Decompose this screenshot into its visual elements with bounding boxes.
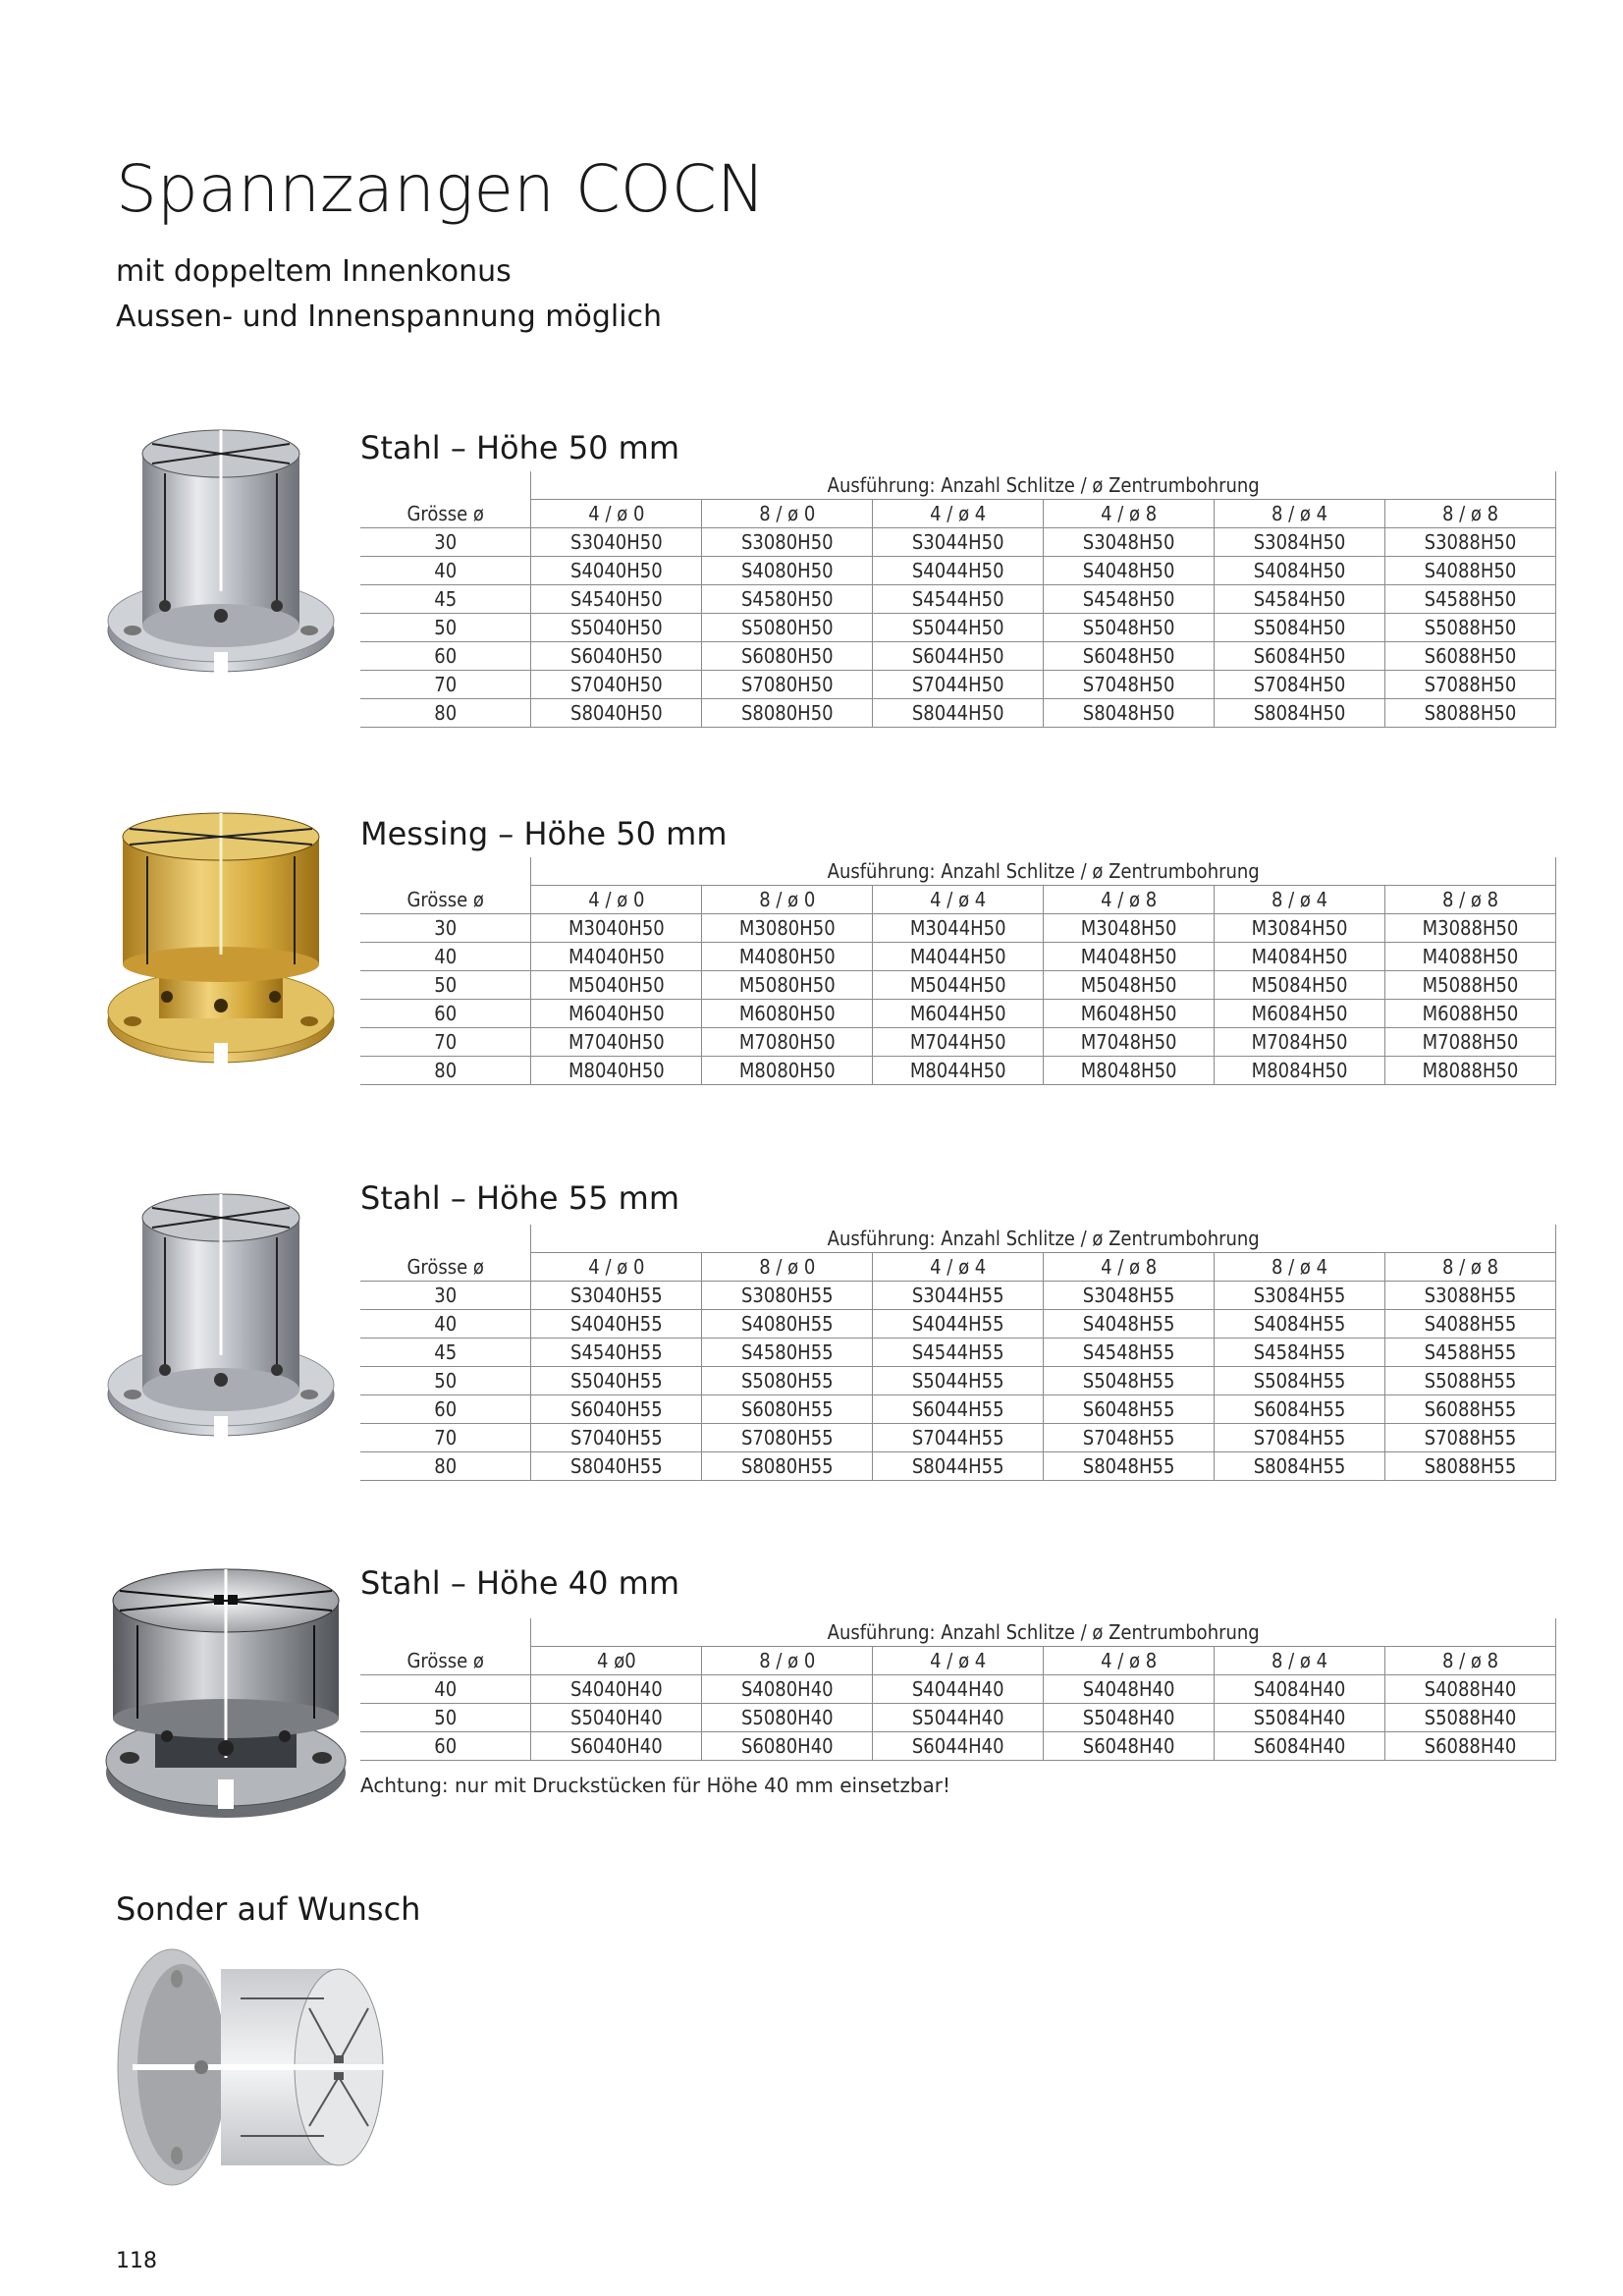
table-row — [360, 1367, 1556, 1395]
article-code-cell: S8040H55 — [531, 1452, 702, 1481]
article-code-cell: S6044H50 — [873, 642, 1044, 671]
group-header: Ausführung: Anzahl Schlitze / ø Zentrumbohrung — [531, 1225, 1556, 1253]
column-header: 8 / ø 0 — [702, 1253, 873, 1282]
article-code-cell: S4080H50 — [702, 557, 873, 585]
article-code-cell: S3048H55 — [1044, 1282, 1215, 1310]
group-header: Ausführung: Anzahl Schlitze / ø Zentrumbohrung — [531, 857, 1556, 886]
table-row — [360, 914, 1556, 943]
table-row — [360, 642, 1556, 671]
table-row — [360, 614, 1556, 642]
article-code-cell: S4544H50 — [873, 585, 1044, 614]
table-row — [360, 1424, 1556, 1452]
article-code-cell: M8040H50 — [531, 1057, 702, 1085]
column-header: 4 / ø 8 — [1044, 1647, 1215, 1675]
article-code-cell: S6040H40 — [531, 1732, 702, 1761]
size-cell: 40 — [360, 557, 531, 585]
article-code-cell: M4080H50 — [702, 943, 873, 971]
article-code-cell: S6048H50 — [1044, 642, 1215, 671]
table-row — [360, 971, 1556, 1000]
size-cell: 50 — [360, 614, 531, 642]
article-code-cell: M6080H50 — [702, 1000, 873, 1028]
size-cell: 50 — [360, 971, 531, 1000]
special-collet-image — [113, 1940, 388, 2205]
page-subtitle-1: mit doppeltem Innenkonus — [116, 254, 512, 289]
column-header: 8 / ø 4 — [1215, 1253, 1385, 1282]
steel-collet-50mm-image — [98, 424, 344, 680]
group-header: Ausführung: Anzahl Schlitze / ø Zentrumbohrung — [531, 471, 1556, 500]
size-cell: 60 — [360, 1732, 531, 1761]
column-header: 8 / ø 4 — [1215, 500, 1385, 528]
article-code-cell: S5048H55 — [1044, 1367, 1215, 1395]
column-header: 8 / ø 0 — [702, 886, 873, 914]
article-code-cell: S4040H40 — [531, 1675, 702, 1704]
article-code-cell: S4088H40 — [1385, 1675, 1556, 1704]
article-code-cell: S4584H55 — [1215, 1339, 1385, 1367]
article-code-cell: S7080H55 — [702, 1424, 873, 1452]
size-cell: 30 — [360, 528, 531, 557]
article-code-cell: M7088H50 — [1385, 1028, 1556, 1057]
article-code-cell: M3088H50 — [1385, 914, 1556, 943]
article-code-cell: S4548H50 — [1044, 585, 1215, 614]
article-code-cell: S7044H50 — [873, 671, 1044, 699]
size-cell: 70 — [360, 1028, 531, 1057]
article-code-cell: S7040H50 — [531, 671, 702, 699]
article-code-cell: S4088H50 — [1385, 557, 1556, 585]
section-title: Messing – Höhe 50 mm — [360, 815, 728, 852]
column-header: 8 / ø 0 — [702, 1647, 873, 1675]
article-code-cell: M6088H50 — [1385, 1000, 1556, 1028]
steel-collet-55mm-image — [98, 1188, 344, 1444]
article-code-cell: S5040H55 — [531, 1367, 702, 1395]
size-cell: 45 — [360, 585, 531, 614]
page-subtitle-2: Aussen- und Innenspannung möglich — [116, 300, 663, 334]
column-header: 8 / ø 8 — [1385, 1647, 1556, 1675]
spec-table-steel-50 — [360, 471, 1556, 728]
article-code-cell: S7080H50 — [702, 671, 873, 699]
table-row — [360, 528, 1556, 557]
article-code-cell: S6088H40 — [1385, 1732, 1556, 1761]
article-code-cell: M4088H50 — [1385, 943, 1556, 971]
article-code-cell: S5080H50 — [702, 614, 873, 642]
article-code-cell: S7048H50 — [1044, 671, 1215, 699]
article-code-cell: S4540H55 — [531, 1339, 702, 1367]
article-code-cell: M5044H50 — [873, 971, 1044, 1000]
article-code-cell: S4040H50 — [531, 557, 702, 585]
column-header: 4 / ø 4 — [873, 1647, 1044, 1675]
article-code-cell: M5048H50 — [1044, 971, 1215, 1000]
section-title: Stahl – Höhe 40 mm — [360, 1564, 679, 1602]
article-code-cell: S6088H55 — [1385, 1395, 1556, 1424]
article-code-cell: M8044H50 — [873, 1057, 1044, 1085]
article-code-cell: S7040H55 — [531, 1424, 702, 1452]
table-row — [360, 1732, 1556, 1761]
article-code-cell: S5044H55 — [873, 1367, 1044, 1395]
table-row — [360, 1675, 1556, 1704]
article-code-cell: S4048H50 — [1044, 557, 1215, 585]
article-code-cell: S3084H55 — [1215, 1282, 1385, 1310]
article-code-cell: S4084H50 — [1215, 557, 1385, 585]
article-code-cell: S6048H40 — [1044, 1732, 1215, 1761]
article-code-cell: S6084H40 — [1215, 1732, 1385, 1761]
article-code-cell: S3088H55 — [1385, 1282, 1556, 1310]
column-header: 4 ø0 — [531, 1647, 702, 1675]
article-code-cell: S4080H55 — [702, 1310, 873, 1339]
spec-table-brass-50 — [360, 857, 1556, 1085]
column-header: 4 / ø 0 — [531, 500, 702, 528]
article-code-cell: S6084H50 — [1215, 642, 1385, 671]
size-cell: 40 — [360, 1310, 531, 1339]
size-header: Grösse ø — [360, 1253, 531, 1282]
article-code-cell: S3040H55 — [531, 1282, 702, 1310]
article-code-cell: S6088H50 — [1385, 642, 1556, 671]
article-code-cell: S5044H40 — [873, 1704, 1044, 1732]
size-header: Grösse ø — [360, 500, 531, 528]
article-code-cell: M6044H50 — [873, 1000, 1044, 1028]
article-code-cell: S5044H50 — [873, 614, 1044, 642]
column-header: 8 / ø 0 — [702, 500, 873, 528]
article-code-cell: M4084H50 — [1215, 943, 1385, 971]
size-cell: 60 — [360, 1395, 531, 1424]
article-code-cell: S8044H50 — [873, 699, 1044, 728]
article-code-cell: S6084H55 — [1215, 1395, 1385, 1424]
size-cell: 70 — [360, 1424, 531, 1452]
size-header: Grösse ø — [360, 1647, 531, 1675]
size-cell: 30 — [360, 1282, 531, 1310]
section-title: Stahl – Höhe 55 mm — [360, 1179, 679, 1217]
article-code-cell: S7088H50 — [1385, 671, 1556, 699]
article-code-cell: S4588H50 — [1385, 585, 1556, 614]
size-cell: 40 — [360, 943, 531, 971]
article-code-cell: S3048H50 — [1044, 528, 1215, 557]
article-code-cell: S3080H55 — [702, 1282, 873, 1310]
article-code-cell: S5048H50 — [1044, 614, 1215, 642]
column-header: 4 / ø 4 — [873, 500, 1044, 528]
column-header: 8 / ø 4 — [1215, 1647, 1385, 1675]
article-code-cell: S4084H55 — [1215, 1310, 1385, 1339]
article-code-cell: M3044H50 — [873, 914, 1044, 943]
article-code-cell: S4048H40 — [1044, 1675, 1215, 1704]
article-code-cell: S4084H40 — [1215, 1675, 1385, 1704]
size-cell: 80 — [360, 1057, 531, 1085]
size-cell: 80 — [360, 1452, 531, 1481]
table-row — [360, 557, 1556, 585]
article-code-cell: S7084H55 — [1215, 1424, 1385, 1452]
table-row — [360, 1452, 1556, 1481]
article-code-cell: M4040H50 — [531, 943, 702, 971]
article-code-cell: M7084H50 — [1215, 1028, 1385, 1057]
article-code-cell: M5040H50 — [531, 971, 702, 1000]
article-code-cell: S4040H55 — [531, 1310, 702, 1339]
article-code-cell: S6048H55 — [1044, 1395, 1215, 1424]
special-title: Sonder auf Wunsch — [116, 1890, 421, 1928]
column-header: 4 / ø 4 — [873, 886, 1044, 914]
column-header: 4 / ø 4 — [873, 1253, 1044, 1282]
table-row — [360, 1282, 1556, 1310]
article-code-cell: S3080H50 — [702, 528, 873, 557]
brass-collet-50mm-image — [98, 807, 344, 1072]
size-cell: 60 — [360, 642, 531, 671]
article-code-cell: S5088H55 — [1385, 1367, 1556, 1395]
article-code-cell: M5084H50 — [1215, 971, 1385, 1000]
column-header: 4 / ø 0 — [531, 1253, 702, 1282]
table-row — [360, 1057, 1556, 1085]
table-row — [360, 943, 1556, 971]
column-header: 8 / ø 8 — [1385, 886, 1556, 914]
article-code-cell: S8080H55 — [702, 1452, 873, 1481]
article-code-cell: S4580H55 — [702, 1339, 873, 1367]
article-code-cell: S4044H50 — [873, 557, 1044, 585]
article-code-cell: S8040H50 — [531, 699, 702, 728]
article-code-cell: S6080H50 — [702, 642, 873, 671]
article-code-cell: S3084H50 — [1215, 528, 1385, 557]
article-code-cell: S3044H50 — [873, 528, 1044, 557]
section-title: Stahl – Höhe 50 mm — [360, 429, 679, 466]
article-code-cell: M8080H50 — [702, 1057, 873, 1085]
column-header: 8 / ø 4 — [1215, 886, 1385, 914]
page-number: 118 — [116, 2249, 157, 2273]
article-code-cell: S8048H50 — [1044, 699, 1215, 728]
article-code-cell: M3040H50 — [531, 914, 702, 943]
article-code-cell: S7044H55 — [873, 1424, 1044, 1452]
size-cell: 30 — [360, 914, 531, 943]
article-code-cell: S4048H55 — [1044, 1310, 1215, 1339]
article-code-cell: S6080H55 — [702, 1395, 873, 1424]
article-code-cell: M7048H50 — [1044, 1028, 1215, 1057]
article-code-cell: S4548H55 — [1044, 1339, 1215, 1367]
article-code-cell: S4540H50 — [531, 585, 702, 614]
article-code-cell: M5080H50 — [702, 971, 873, 1000]
article-code-cell: M7044H50 — [873, 1028, 1044, 1057]
article-code-cell: S3040H50 — [531, 528, 702, 557]
article-code-cell: S3044H55 — [873, 1282, 1044, 1310]
article-code-cell: S8084H50 — [1215, 699, 1385, 728]
size-cell: 60 — [360, 1000, 531, 1028]
table-row — [360, 699, 1556, 728]
article-code-cell: S7084H50 — [1215, 671, 1385, 699]
size-cell: 45 — [360, 1339, 531, 1367]
article-code-cell: S6044H40 — [873, 1732, 1044, 1761]
table-row — [360, 1028, 1556, 1057]
usage-note: Achtung: nur mit Druckstücken für Höhe 40 mm einsetzbar! — [360, 1774, 951, 1797]
article-code-cell: S4044H55 — [873, 1310, 1044, 1339]
column-header: 4 / ø 8 — [1044, 500, 1215, 528]
article-code-cell: S8044H55 — [873, 1452, 1044, 1481]
size-header: Grösse ø — [360, 886, 531, 914]
size-cell: 40 — [360, 1675, 531, 1704]
size-cell: 50 — [360, 1704, 531, 1732]
article-code-cell: S5080H55 — [702, 1367, 873, 1395]
article-code-cell: S7048H55 — [1044, 1424, 1215, 1452]
article-code-cell: S5084H40 — [1215, 1704, 1385, 1732]
article-code-cell: M6040H50 — [531, 1000, 702, 1028]
article-code-cell: S4588H55 — [1385, 1339, 1556, 1367]
article-code-cell: S5084H50 — [1215, 614, 1385, 642]
article-code-cell: M7040H50 — [531, 1028, 702, 1057]
article-code-cell: M6048H50 — [1044, 1000, 1215, 1028]
article-code-cell: M6084H50 — [1215, 1000, 1385, 1028]
table-row — [360, 1310, 1556, 1339]
article-code-cell: M3048H50 — [1044, 914, 1215, 943]
table-row — [360, 585, 1556, 614]
size-cell: 80 — [360, 699, 531, 728]
article-code-cell: S5084H55 — [1215, 1367, 1385, 1395]
article-code-cell: S5080H40 — [702, 1704, 873, 1732]
table-row — [360, 1704, 1556, 1732]
article-code-cell: S4080H40 — [702, 1675, 873, 1704]
article-code-cell: S8048H55 — [1044, 1452, 1215, 1481]
article-code-cell: S4044H40 — [873, 1675, 1044, 1704]
article-code-cell: S5088H40 — [1385, 1704, 1556, 1732]
article-code-cell: S6040H55 — [531, 1395, 702, 1424]
article-code-cell: S8084H55 — [1215, 1452, 1385, 1481]
article-code-cell: S6080H40 — [702, 1732, 873, 1761]
spec-table-steel-55 — [360, 1225, 1556, 1481]
article-code-cell: S6040H50 — [531, 642, 702, 671]
article-code-cell: S4580H50 — [702, 585, 873, 614]
table-row — [360, 671, 1556, 699]
article-code-cell: S4584H50 — [1215, 585, 1385, 614]
size-cell: 70 — [360, 671, 531, 699]
group-header: Ausführung: Anzahl Schlitze / ø Zentrumbohrung — [531, 1618, 1556, 1647]
article-code-cell: S4544H55 — [873, 1339, 1044, 1367]
column-header: 8 / ø 8 — [1385, 1253, 1556, 1282]
article-code-cell: S5048H40 — [1044, 1704, 1215, 1732]
article-code-cell: S5040H40 — [531, 1704, 702, 1732]
article-code-cell: S8088H55 — [1385, 1452, 1556, 1481]
article-code-cell: S5040H50 — [531, 614, 702, 642]
article-code-cell: S6044H55 — [873, 1395, 1044, 1424]
article-code-cell: S3088H50 — [1385, 528, 1556, 557]
article-code-cell: M3080H50 — [702, 914, 873, 943]
article-code-cell: S8080H50 — [702, 699, 873, 728]
article-code-cell: S8088H50 — [1385, 699, 1556, 728]
article-code-cell: M4044H50 — [873, 943, 1044, 971]
article-code-cell: S5088H50 — [1385, 614, 1556, 642]
article-code-cell: S4088H55 — [1385, 1310, 1556, 1339]
column-header: 4 / ø 8 — [1044, 1253, 1215, 1282]
spec-table-steel-40 — [360, 1618, 1556, 1761]
column-header: 4 / ø 0 — [531, 886, 702, 914]
page-title: Spannzangen COCN — [116, 151, 766, 227]
column-header: 4 / ø 8 — [1044, 886, 1215, 914]
article-code-cell: M8088H50 — [1385, 1057, 1556, 1085]
article-code-cell: M3084H50 — [1215, 914, 1385, 943]
article-code-cell: M8084H50 — [1215, 1057, 1385, 1085]
article-code-cell: M8048H50 — [1044, 1057, 1215, 1085]
article-code-cell: M5088H50 — [1385, 971, 1556, 1000]
article-code-cell: S7088H55 — [1385, 1424, 1556, 1452]
table-row — [360, 1395, 1556, 1424]
table-row — [360, 1000, 1556, 1028]
table-row — [360, 1339, 1556, 1367]
size-cell: 50 — [360, 1367, 531, 1395]
article-code-cell: M4048H50 — [1044, 943, 1215, 971]
article-code-cell: M7080H50 — [702, 1028, 873, 1057]
column-header: 8 / ø 8 — [1385, 500, 1556, 528]
steel-collet-40mm-image — [98, 1561, 353, 1827]
